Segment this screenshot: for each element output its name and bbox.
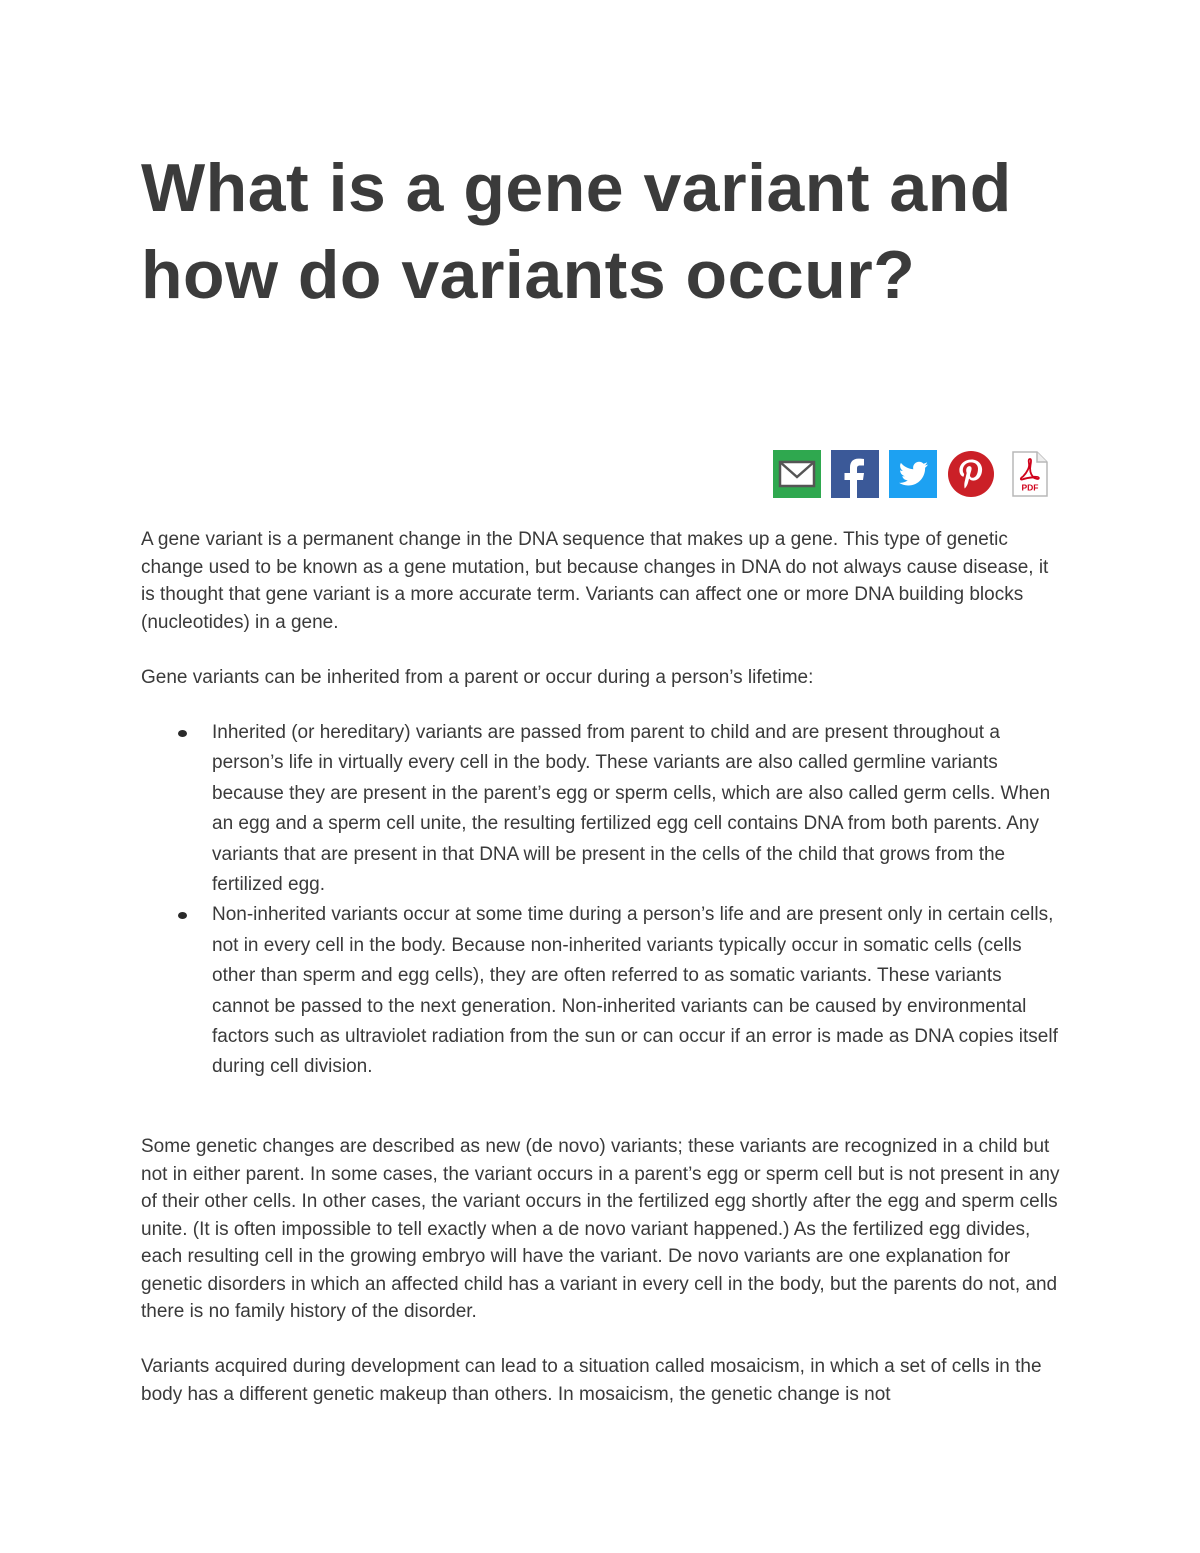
page-title: What is a gene variant and how do variants occur? [141, 150, 1012, 313]
variant-types-list [141, 718, 1061, 1083]
pinterest-icon[interactable] [947, 450, 995, 498]
list-item [141, 718, 1061, 900]
de-novo-paragraph: Some genetic changes are described as new (de novo) variants; these variants are recognized in a child but not in either parent. In some cases, the variant occurs in a parent’s egg or sperm cell but is not present in any of their other cells. In other cases, the variant occurs in the fertilized egg shortly after the egg and sperm cells unite. (It is often impossible to tell exactly when a de novo variant happened.) As the fertilized egg divides, each resulting cell in the growing embryo will have the variant. De novo variants are one explanation for genetic disorders in which an affected child has a variant in every cell in the body, but the parents do not, and there is no family history of the disorder. [141, 1136, 1060, 1322]
bullet-icon [178, 912, 187, 919]
pdf-icon-label: PDF [1021, 482, 1039, 493]
intro-paragraph: A gene variant is a permanent change in the DNA sequence that makes up a gene. This type of genetic change used to be known as a gene mutation, but because changes in DNA do not always cause disease, it is thought that gene variant is a more accurate term. Variants can affect one or more DNA building blocks (nucleotides) in a gene. [141, 529, 1049, 633]
facebook-icon[interactable] [831, 450, 879, 498]
bullet-icon [178, 730, 187, 737]
share-bar [773, 450, 1053, 498]
list-item [141, 900, 1061, 1082]
twitter-icon[interactable] [889, 450, 937, 498]
mosaicism-paragraph: Variants acquired during development can lead to a situation called mosaicism, in which a set of cells in the body has a different genetic makeup than others. In mosaicism, the genetic change is not [141, 1356, 1042, 1405]
email-icon[interactable] [773, 450, 821, 498]
inheritance-intro-paragraph: Gene variants can be inherited from a parent or occur during a person’s lifetime: [141, 667, 814, 688]
list-item-text: Non-inherited variants occur at some time during a person’s life and are present only in certain cells, not in every cell in the body. Because non-inherited variants typically occur in somatic cells (cells other than sperm and egg cells), they are often referred to as somatic variants. These variants cannot be passed to the next generation. Non-inherited variants can be caused by environmental factors such as ultraviolet radiation from the sun or can occur if an error is made as DNA copies itself during cell division. [212, 904, 1058, 1078]
list-item-text: Inherited (or hereditary) variants are passed from parent to child and are present throughout a person’s life in virtually every cell in the body. These variants are also called germline variants because they are present in the parent’s egg or sperm cells, which are also called germ cells. When an egg and a sperm cell unite, the resulting fertilized egg cell contains DNA from both parents. Any variants that are present in that DNA will be present in the cells of the child that grows from the fertilized egg. [212, 722, 1051, 896]
pdf-icon[interactable] [1005, 450, 1053, 498]
